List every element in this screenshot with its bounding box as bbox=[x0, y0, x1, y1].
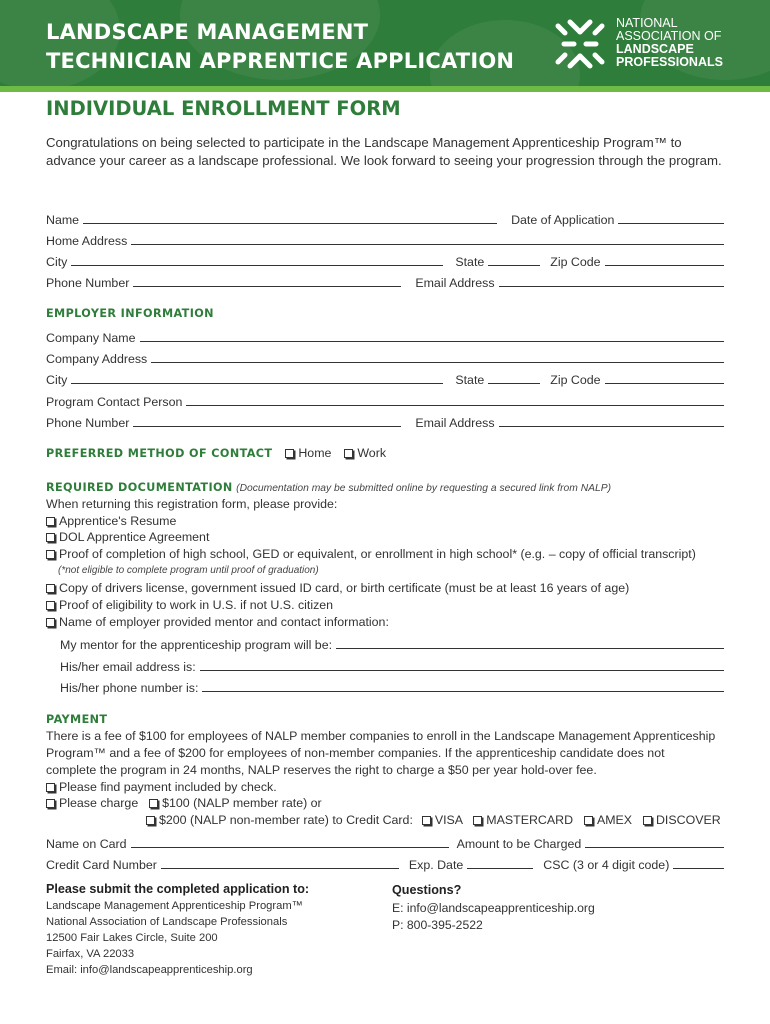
email-field[interactable] bbox=[499, 275, 724, 287]
header-title-line: LANDSCAPE MANAGEMENT bbox=[46, 20, 369, 44]
questions-phone[interactable]: P: 800-395-2522 bbox=[392, 918, 483, 932]
check-payment-label: Please find payment included by check. bbox=[59, 780, 277, 794]
doc-item bbox=[46, 598, 333, 613]
discover-checkbox[interactable] bbox=[643, 816, 652, 825]
company-address-field[interactable] bbox=[151, 351, 724, 363]
address-line: National Association of Landscape Professionals bbox=[46, 916, 288, 928]
company-name-row bbox=[46, 325, 724, 345]
card-name-row bbox=[46, 831, 724, 851]
doc-item-label: Proof of eligibility to work in U.S. if not U.S. citizen bbox=[59, 598, 334, 612]
doc-item bbox=[46, 547, 696, 562]
questions-heading: Questions? bbox=[392, 883, 462, 897]
education-note: (*not eligible to complete program until proof of graduation) bbox=[58, 565, 319, 576]
mentor-email-label: His/her email address is: bbox=[60, 660, 196, 674]
company-address-label: Company Address bbox=[46, 352, 148, 366]
submit-heading: Please submit the completed application to: bbox=[46, 882, 310, 896]
nonmember-rate-checkbox[interactable] bbox=[146, 816, 155, 825]
logo-line: ASSOCIATION OF bbox=[616, 29, 722, 43]
docs-heading: REQUIRED DOCUMENTATION bbox=[46, 481, 233, 494]
member-rate-checkbox[interactable] bbox=[149, 799, 158, 808]
member-rate-label: $100 (NALP member rate) or bbox=[162, 796, 322, 810]
logo-line: NATIONAL bbox=[616, 16, 678, 30]
home-checkbox[interactable] bbox=[285, 449, 294, 458]
zip-label: Zip Code bbox=[550, 255, 601, 269]
mentor-row bbox=[60, 632, 724, 652]
mentor-phone-field[interactable] bbox=[202, 680, 724, 692]
logo-line: LANDSCAPE bbox=[616, 42, 694, 56]
doc-item-label: Copy of drivers license, government issued ID card, or birth certificate (must be at least 16 years of age) bbox=[59, 581, 630, 595]
mentor-email-field[interactable] bbox=[200, 659, 724, 671]
amex-label: AMEX bbox=[596, 813, 633, 827]
csc-label: CSC (3 or 4 digit code) bbox=[543, 858, 670, 872]
intro-paragraph: Congratulations on being selected to participate in the Landscape Management Apprenticeship Program™ to advance your career as a landscape professional. We look forward to seeing your progression through the program. bbox=[46, 135, 722, 168]
mastercard-label: MASTERCARD bbox=[486, 813, 574, 827]
header-accent-bar bbox=[0, 86, 770, 92]
exp-label: Exp. Date bbox=[408, 858, 464, 872]
home-option-label: Home bbox=[298, 446, 332, 460]
logo-text bbox=[616, 17, 723, 69]
employer-state-label: State bbox=[455, 373, 485, 387]
visa-label: VISA bbox=[434, 813, 463, 827]
home-address-field[interactable] bbox=[131, 233, 724, 245]
payment-text: complete the program in 24 months, NALP reserves the right to charge a $50 per year hold-over fee. bbox=[46, 763, 597, 777]
logo-line: PROFESSIONALS bbox=[616, 55, 723, 69]
employer-heading: EMPLOYER INFORMATION bbox=[46, 307, 214, 320]
page-header-title bbox=[46, 18, 514, 76]
contact-person-field[interactable] bbox=[186, 394, 724, 406]
employer-phone-label: Phone Number bbox=[46, 416, 130, 430]
card-number-row bbox=[46, 852, 724, 872]
company-address-row bbox=[46, 346, 724, 366]
charge-label: Please charge bbox=[59, 796, 139, 810]
employer-city-field[interactable] bbox=[71, 372, 443, 384]
employer-zip-label: Zip Code bbox=[550, 373, 601, 387]
city-field[interactable] bbox=[71, 254, 443, 266]
id-checkbox[interactable] bbox=[46, 584, 55, 593]
mentor-checkbox[interactable] bbox=[46, 618, 55, 627]
card-number-field[interactable] bbox=[161, 857, 399, 869]
company-name-label: Company Name bbox=[46, 331, 136, 345]
docs-heading-row bbox=[46, 480, 611, 496]
date-label: Date of Application bbox=[511, 213, 615, 227]
company-name-field[interactable] bbox=[140, 330, 724, 342]
mentor-phone-row bbox=[60, 675, 724, 695]
resume-checkbox[interactable] bbox=[46, 517, 55, 526]
name-row bbox=[46, 207, 724, 227]
submit-address bbox=[46, 898, 303, 978]
csc-field[interactable] bbox=[673, 857, 724, 869]
doc-item-label: Name of employer provided mentor and contact information: bbox=[59, 615, 389, 629]
docs-heading-note: (Documentation may be submitted online by requesting a secured link from NALP) bbox=[236, 483, 612, 494]
home-address-row bbox=[46, 228, 724, 248]
payment-heading: PAYMENT bbox=[46, 713, 108, 726]
docs-lead: When returning this registration form, please provide: bbox=[46, 497, 338, 511]
questions-contact bbox=[392, 900, 595, 934]
amount-label: Amount to be Charged bbox=[456, 837, 582, 851]
employer-zip-field[interactable] bbox=[605, 372, 724, 384]
header-title-line: TECHNICIAN APPRENTICE APPLICATION bbox=[46, 49, 515, 73]
doc-item-label: Apprentice's Resume bbox=[59, 514, 177, 528]
mastercard-checkbox[interactable] bbox=[473, 816, 482, 825]
name-label: Name bbox=[46, 213, 80, 227]
form-title: INDIVIDUAL ENROLLMENT FORM bbox=[46, 97, 401, 120]
contact-method-row bbox=[46, 446, 386, 461]
charge-checkbox[interactable] bbox=[46, 799, 55, 808]
address-email[interactable]: Email: info@landscapeapprenticeship.org bbox=[46, 964, 253, 976]
mentor-email-row bbox=[60, 654, 724, 674]
card-name-field[interactable] bbox=[131, 836, 449, 848]
pay-check-row bbox=[46, 780, 277, 795]
pay-card-row bbox=[146, 813, 721, 828]
doc-item-label: DOL Apprentice Agreement bbox=[59, 530, 210, 544]
address-line: 12500 Fair Lakes Circle, Suite 200 bbox=[46, 932, 218, 944]
doc-item-label: Proof of completion of high school, GED or equivalent, or enrollment in high school* (e.g. – copy of official transcript) bbox=[59, 547, 696, 561]
payment-text: There is a fee of $100 for employees of NALP member companies to enroll in the Landscape Management Apprenticeship bbox=[46, 729, 716, 743]
header-banner bbox=[0, 0, 770, 86]
education-checkbox[interactable] bbox=[46, 550, 55, 559]
eligibility-checkbox[interactable] bbox=[46, 601, 55, 610]
address-line: Fairfax, VA 22033 bbox=[46, 948, 135, 960]
agreement-checkbox[interactable] bbox=[46, 533, 55, 542]
contact-person-row bbox=[46, 389, 724, 409]
employer-city-label: City bbox=[46, 373, 68, 387]
address-line: Landscape Management Apprenticeship Program™ bbox=[46, 900, 303, 912]
date-field[interactable] bbox=[618, 212, 724, 224]
employer-email-label: Email Address bbox=[415, 416, 495, 430]
mentor-label: My mentor for the apprenticeship program will be: bbox=[60, 638, 333, 652]
home-address-label: Home Address bbox=[46, 234, 128, 248]
doc-item bbox=[46, 514, 176, 529]
check-payment-checkbox[interactable] bbox=[46, 783, 55, 792]
payment-text: Program™ and a fee of $200 for employees of non-member companies. If the apprenticeship candidate does not bbox=[46, 746, 665, 760]
contact-person-label: Program Contact Person bbox=[46, 395, 183, 409]
visa-checkbox[interactable] bbox=[422, 816, 431, 825]
card-name-label: Name on Card bbox=[46, 837, 127, 851]
work-checkbox[interactable] bbox=[344, 449, 353, 458]
exp-field[interactable] bbox=[467, 857, 533, 869]
employer-city-row bbox=[46, 367, 724, 387]
amount-field[interactable] bbox=[585, 836, 724, 848]
questions-email[interactable]: E: info@landscapeapprenticeship.org bbox=[392, 901, 595, 915]
card-number-label: Credit Card Number bbox=[46, 858, 157, 872]
doc-item bbox=[46, 615, 389, 630]
city-label: City bbox=[46, 255, 68, 269]
phone-field[interactable] bbox=[133, 275, 401, 287]
mentor-field[interactable] bbox=[336, 637, 724, 649]
nalp-logo-icon bbox=[554, 18, 606, 70]
contact-method-heading: PREFERRED METHOD OF CONTACT bbox=[46, 447, 273, 460]
work-option-label: Work bbox=[357, 446, 387, 460]
state-field[interactable] bbox=[488, 254, 540, 266]
name-field[interactable] bbox=[83, 212, 497, 224]
state-label: State bbox=[455, 255, 485, 269]
employer-phone-email-row bbox=[46, 410, 724, 430]
email-label: Email Address bbox=[415, 276, 495, 290]
pay-charge-row bbox=[46, 796, 322, 811]
phone-email-row bbox=[46, 270, 724, 290]
city-row bbox=[46, 249, 724, 269]
employer-email-field[interactable] bbox=[499, 415, 724, 427]
amex-checkbox[interactable] bbox=[584, 816, 593, 825]
zip-field[interactable] bbox=[605, 254, 724, 266]
discover-label: DISCOVER bbox=[655, 813, 721, 827]
employer-phone-field[interactable] bbox=[133, 415, 401, 427]
phone-label: Phone Number bbox=[46, 276, 130, 290]
nonmember-rate-label: $200 (NALP non-member rate) to Credit Card: bbox=[159, 813, 413, 827]
employer-state-field[interactable] bbox=[488, 372, 540, 384]
doc-item bbox=[46, 530, 209, 545]
mentor-phone-label: His/her phone number is: bbox=[60, 681, 199, 695]
doc-item bbox=[46, 581, 629, 596]
